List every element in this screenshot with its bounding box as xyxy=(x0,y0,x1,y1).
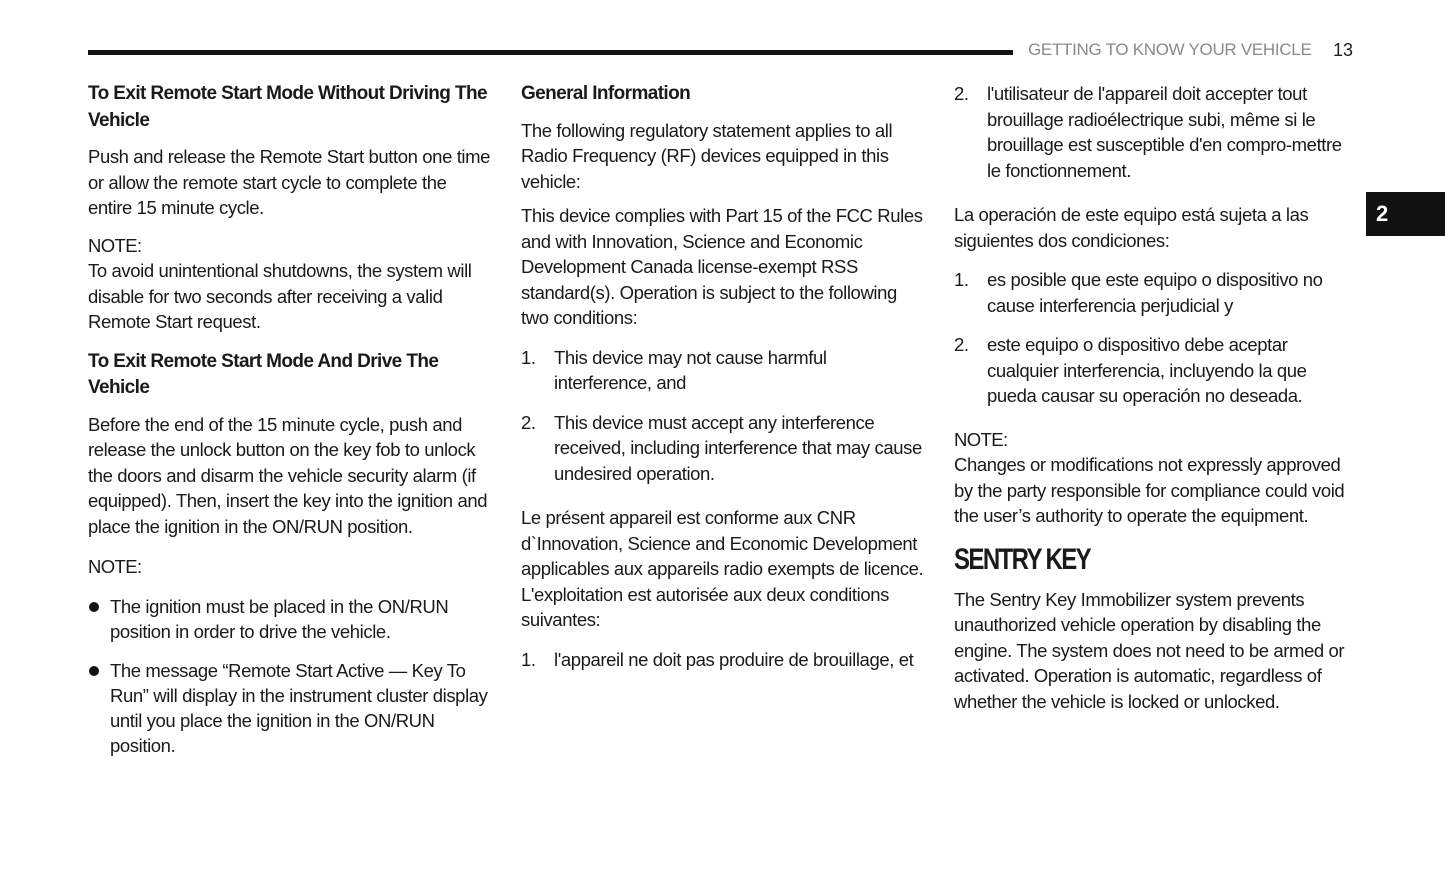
running-head: GETTING TO KNOW YOUR VEHICLE xyxy=(1028,40,1312,59)
paragraph: This device complies with Part 15 of the FCC Rules and with Innovation, Science and Economic Development Canada license-exempt RSS standard(s). Operation is subject to the following two conditions: xyxy=(521,205,923,328)
column-right xyxy=(954,81,1359,723)
note-text: To avoid unintentional shutdowns, the system will disable for two seconds after receiving a valid Remote Start request. xyxy=(88,260,472,332)
paragraph: The following regulatory statement applies to all Radio Frequency (RF) devices equipped in this vehicle: xyxy=(521,119,893,192)
note-label: NOTE: xyxy=(954,428,1008,450)
section-title-sentry-key: SENTRY KEY xyxy=(954,542,1091,576)
note-block xyxy=(954,427,1359,529)
heading-exit-and-drive: To Exit Remote Start Mode And Drive The Vehicle xyxy=(88,350,439,398)
heading-exit-without-driving: To Exit Remote Start Mode Without Driving The Vehicle xyxy=(88,83,487,131)
numbered-list xyxy=(521,647,926,673)
numbered-list xyxy=(954,81,1359,183)
list-item: 2. l'utilisateur de l'appareil doit accepter tout brouillage radioélectrique subi, même si le brouillage est susceptible d'en compro-mettre le fonctionnement. xyxy=(954,83,1342,181)
bullet-icon xyxy=(89,602,99,612)
list-item: 2. This device must accept any interference received, including interference that may cause undesired operation. xyxy=(521,411,922,484)
note-text: Changes or modifications not expressly approved by the party responsible for compliance could void the user’s authority to operate the equipment. xyxy=(954,454,1345,526)
numbered-list xyxy=(521,345,926,487)
page-number: 13 xyxy=(1333,40,1354,60)
column-left xyxy=(88,81,493,772)
paragraph: Le présent appareil est conforme aux CNR d`Innovation, Science and Economic Development applicables aux appareils radio exempts de licence. L'exploitation est autorisée aux deux conditions suivantes: xyxy=(521,507,924,630)
paragraph: Before the end of the 15 minute cycle, push and release the unlock button on the key fob to unlock the doors and disarm the vehicle security alarm (if equipped). Then, insert the key into the ignition and place the ignition in the ON/RUN position. xyxy=(88,413,488,537)
list-item: The ignition must be placed in the ON/RUN position in order to drive the vehicle. xyxy=(88,594,493,644)
note-label: NOTE: xyxy=(88,556,142,577)
list-item: 1. l'appareil ne doit pas produire de brouillage, et xyxy=(521,648,914,670)
list-item: 2. este equipo o dispositivo debe aceptar cualquier interferencia, incluyendo la que pueda causar su operación no deseada. xyxy=(954,334,1307,406)
note-block xyxy=(88,230,493,335)
heading-general-information: General Information xyxy=(521,83,691,104)
note-label: NOTE: xyxy=(88,234,142,256)
list-item: 1. es posible que este equipo o dispositivo no cause interferencia perjudicial y xyxy=(954,269,1323,316)
bullet-icon xyxy=(89,666,99,676)
bullet-list xyxy=(88,594,493,758)
chapter-tab: 2 xyxy=(1366,192,1445,236)
list-item: 1. This device may not cause harmful interference, and xyxy=(521,346,827,393)
numbered-list xyxy=(954,267,1359,409)
paragraph: Push and release the Remote Start button one time or allow the remote start cycle to complete the entire 15 minute cycle. xyxy=(88,146,491,218)
column-middle xyxy=(521,81,926,686)
paragraph: The Sentry Key Immobilizer system prevents unauthorized vehicle operation by disabling the engine. The system does not need to be armed or activated. Operation is automatic, regardless of whether the vehicle is locked or unlocked. xyxy=(954,588,1345,712)
header-rule xyxy=(88,50,1013,55)
paragraph: La operación de este equipo está sujeta a las siguientes dos condiciones: xyxy=(954,204,1309,251)
list-item: The message “Remote Start Active — Key To Run” will display in the instrument cluster display until you place the ignition in the ON/RUN position. xyxy=(88,658,493,758)
